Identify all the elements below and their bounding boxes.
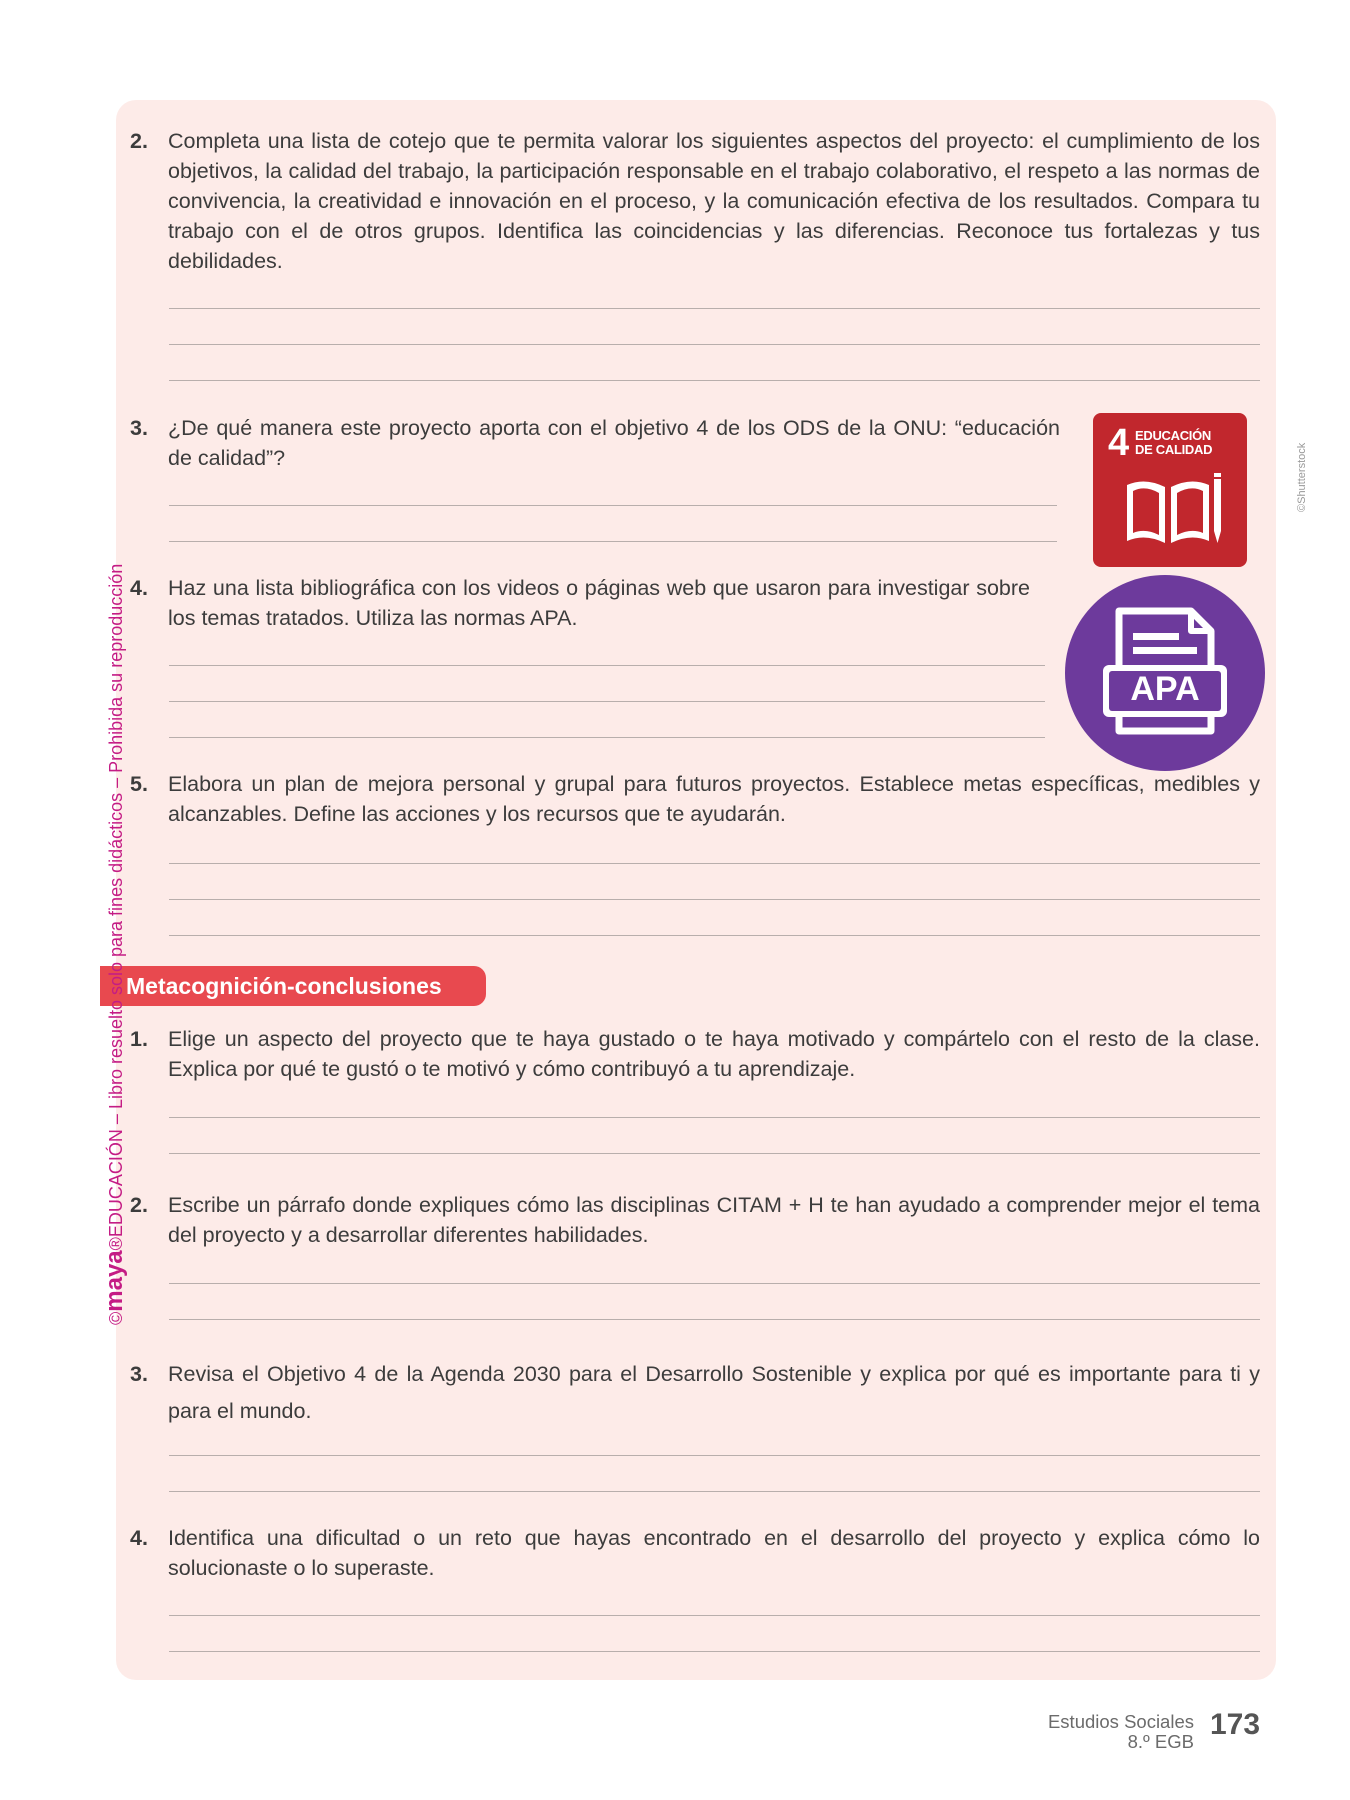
question-text: Escribe un párrafo donde expliques cómo las disciplinas CITAM + H te han ayudado a comprender mejor el tema del proyecto y a desarrollar diferentes habilidades. xyxy=(168,1193,1260,1247)
answer-line[interactable] xyxy=(169,1651,1260,1652)
answer-line[interactable] xyxy=(169,308,1260,309)
answer-line[interactable] xyxy=(169,665,1045,666)
question-text: Haz una lista bibliográfica con los videos o páginas web que usaron para investigar sobre los temas tratados. Utiliza las normas APA. xyxy=(168,576,1030,630)
question-text: Completa una lista de cotejo que te permita valorar los siguientes aspectos del proyecto: el cumplimiento de los objetivos, la calidad del trabajo, la participación responsable en el trabajo colaborativo, el respeto a las normas de convivencia, la creatividad e innovación en el proceso, y la comunicación efectiva de los resultados. Compara tu trabajo con el de otros grupos. Identifica las coincidencias y las diferencias. Reconoce tus fortalezas y tus debilidades. xyxy=(168,129,1260,273)
answer-line[interactable] xyxy=(169,1319,1260,1320)
question-number: 2. xyxy=(130,129,148,153)
answer-line[interactable] xyxy=(169,863,1260,864)
question-number: 1. xyxy=(130,1027,148,1051)
answer-line[interactable] xyxy=(169,380,1260,381)
page-number: 173 xyxy=(1210,1708,1261,1741)
answer-line[interactable] xyxy=(169,1283,1260,1284)
question-text: Elabora un plan de mejora personal y grupal para futuros proyectos. Establece metas específicas, medibles y alcanzables. Define las acciones y los recursos que te ayudarán. xyxy=(168,772,1260,826)
answer-line[interactable] xyxy=(169,899,1260,900)
question-number: 2. xyxy=(130,1193,148,1217)
sdg-4-badge xyxy=(1093,413,1247,567)
question-number: 3. xyxy=(130,416,148,440)
answer-line[interactable] xyxy=(169,935,1260,936)
question-text: Revisa el Objetivo 4 de la Agenda 2030 para el Desarrollo Sostenible y explica por qué es importante para ti y para el mundo. xyxy=(168,1362,1260,1423)
question-text: Elige un aspecto del proyecto que te haya gustado o te haya motivado y compártelo con el resto de la clase. Explica por qué te gustó o te motivó y cómo contribuyó a tu aprendizaje. xyxy=(168,1027,1260,1081)
apa-label: APA xyxy=(1130,670,1200,708)
question-number: 5. xyxy=(130,772,148,796)
image-credit: ©Shutterstock xyxy=(1296,442,1308,512)
answer-line[interactable] xyxy=(169,1153,1260,1154)
question-number: 4. xyxy=(130,576,148,600)
brand-name: maya xyxy=(101,1250,128,1312)
answer-line[interactable] xyxy=(169,344,1260,345)
book-pencil-icon xyxy=(1123,473,1223,548)
question-number: 4. xyxy=(130,1526,148,1550)
question-text: Identifica una dificultad o un reto que hayas encontrado en el desarrollo del proyecto y explica cómo lo solucionaste o lo superaste. xyxy=(168,1526,1260,1580)
section-title: Metacognición-conclusiones xyxy=(100,966,486,1006)
answer-line[interactable] xyxy=(169,505,1057,506)
sdg-number: 4 xyxy=(1108,422,1130,464)
answer-line[interactable] xyxy=(169,541,1057,542)
copyright-notice: ©maya®EDUCACIÓN – Libro resuelto solo para fines didácticos – Prohibida su reproducción xyxy=(101,563,128,1325)
answer-line[interactable] xyxy=(169,737,1045,738)
answer-line[interactable] xyxy=(169,1615,1260,1616)
footer-subject: Estudios Sociales 8.º EGB xyxy=(1047,1711,1194,1752)
question-number: 3. xyxy=(130,1362,148,1386)
question-text: ¿De qué manera este proyecto aporta con el objetivo 4 de los ODS de la ONU: “educación de calidad”? xyxy=(168,416,1060,470)
answer-line[interactable] xyxy=(169,1455,1260,1456)
answer-line[interactable] xyxy=(169,1117,1260,1118)
answer-line[interactable] xyxy=(169,701,1045,702)
answer-line[interactable] xyxy=(169,1491,1260,1492)
activity-panel xyxy=(116,100,1276,1680)
apa-badge xyxy=(1065,575,1265,771)
sdg-title: EDUCACIÓN DE CALIDAD xyxy=(1135,428,1213,457)
